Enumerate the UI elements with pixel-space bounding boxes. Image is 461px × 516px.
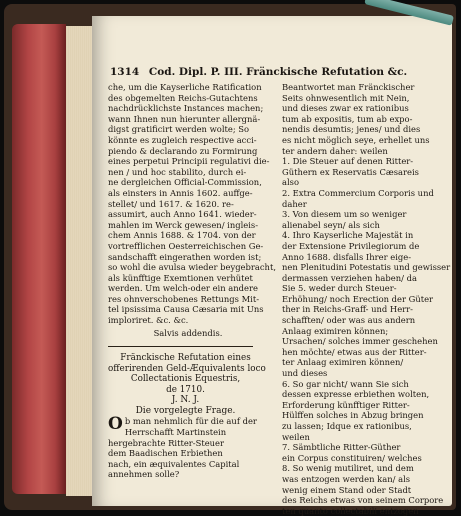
text-line: piendo & declarando zu Formirung: [108, 145, 258, 156]
text-line: chem Annis 1688. & 1704. von der: [108, 230, 256, 241]
page-stack: [66, 26, 94, 496]
text-line: ther in Reichs-Graff- und Herr-: [282, 304, 414, 315]
text-line: ne dergleichen Official-Commission,: [108, 177, 262, 188]
text-line: des Reichs etwas von seinem Corpore: [282, 495, 444, 506]
text-line: könnte es zugleich respective acci-: [108, 134, 257, 145]
text-line: 8. So wenig mutiliret, und dem: [282, 463, 414, 474]
question-line: hergebrachte Ritter-Steuer: [108, 437, 225, 448]
text-line: che, um die Kayserliche Ratification: [108, 82, 262, 92]
text-line: nendis desumtis; jenes/ und dies: [282, 124, 421, 135]
text-line: Ursachen/ solches immer geschehen: [282, 336, 438, 347]
text-line: vortrefflichen Oesterreichischen Ge-: [108, 240, 264, 251]
text-line: 7. Sämbtliche Ritter-Güther: [282, 442, 401, 453]
text-line: eines perpetui Principii regulativi die-: [108, 156, 270, 167]
text-line: weilen: [282, 431, 310, 442]
text-line: nen / und hoc stabilito, durch ei-: [108, 166, 247, 177]
text-line: res ohnverschobenes Rettungs Mit-: [108, 293, 260, 304]
section-title-line: offerirenden Geld-Æquivalents loco: [108, 363, 266, 374]
question-line: annehmen solle?: [108, 469, 180, 480]
question-line: nach, ein æquivalentes Capital: [108, 458, 240, 469]
text-line: ten quanto collectabili entzogen: [282, 505, 419, 516]
text-line: ter andern daher: weilen: [282, 145, 388, 156]
text-line: nachdrücklichste Instances machen;: [108, 103, 264, 114]
running-title: Cod. Dipl. P. III. Fränckische Refutation &c.: [148, 66, 408, 78]
question-block: [108, 416, 268, 480]
text-line: alienabel seyn/ als sich: [282, 219, 380, 230]
text-line: dessen expresse erbiethen wolten,: [282, 389, 430, 400]
text-line: nen Plenitudini Potestatis und gewisser: [282, 262, 451, 273]
divider-rule: [108, 346, 253, 347]
text-line: der Extensione Privilegiorum de: [282, 240, 420, 251]
text-line: des obgemelten Reichs-Gutachtens: [108, 92, 258, 103]
text-line: als einsters in Annis 1602. auffge-: [108, 187, 253, 198]
section-title-line: Fränckische Refutation eines: [120, 353, 251, 364]
section-title: [108, 353, 266, 395]
salvis-addendis: Salvis addendis.: [153, 327, 223, 338]
text-line: Beantwortet man Fränckischer: [282, 82, 415, 92]
text-line: werden. Um welch-oder ein andere: [108, 283, 258, 294]
text-line: was entzogen werden kan/ als: [282, 473, 411, 484]
text-line: schafften/ oder was aus andern: [282, 315, 416, 326]
text-line: und dieses zwar ex rationibus: [282, 103, 409, 114]
text-line: Erforderung künfftiger Ritter-: [282, 399, 410, 410]
text-line: Anno 1688. disfalls Ihrer eige-: [282, 251, 412, 262]
text-line: so wohl die avulsa wieder beygebracht,: [108, 262, 276, 273]
question-heading: Die vorgelegte Frage.: [135, 405, 236, 416]
text-line: Anlaag eximiren können;: [282, 325, 389, 336]
text-line: tum ab expositis, tum ab expo-: [282, 113, 413, 124]
text-line: daher: [282, 198, 307, 209]
text-line: sandschafft eingerathen worden ist;: [108, 251, 262, 262]
text-line: stellet/ und 1617. & 1620. re-: [108, 198, 234, 209]
text-line: assumirt, auch Anno 1641. wieder-: [108, 209, 257, 220]
text-line: 1. Die Steuer auf denen Ritter-: [282, 156, 414, 167]
text-line: imploriret. &c. &c.: [108, 315, 189, 326]
text-line: tel ipsissima Causa Cæsaria mit Uns: [108, 304, 264, 315]
section-title-line: Collectationis Equestris,: [130, 374, 241, 385]
text-line: also: [282, 177, 300, 188]
red-page-edge: [12, 24, 66, 494]
text-line: ter Anlaag eximiren können/: [282, 357, 404, 368]
text-line: dermassen verziehen haben/ da: [282, 272, 417, 283]
text-line: wenig einem Stand oder Stadt: [282, 484, 412, 495]
question-line: dem Baadischen Erbiethen: [108, 448, 223, 459]
text-line: digst gratificirt werden wolte; So: [108, 124, 250, 135]
text-line: mahlen im Werck gewesen/ ingleis-: [108, 219, 259, 230]
text-line: es nicht möglich seye, erhellet uns: [282, 134, 430, 145]
text-line: 3. Von diesem um so weniger: [282, 209, 407, 220]
text-line: hen möchte/ etwas aus der Ritter-: [282, 346, 427, 357]
question-line: Herrschafft Martinstein: [124, 427, 227, 438]
right-column: [282, 82, 451, 516]
text-line: Güthern ex Reservatis Cæsareis: [282, 166, 419, 177]
page-number: 1314: [110, 66, 140, 78]
section-title-line: de 1710.: [166, 384, 205, 395]
text-line: Sie 5. weder durch Steuer-: [282, 283, 397, 294]
text-line: ein Corpus constituiren/ welches: [282, 452, 422, 463]
text-line: und dieses: [282, 368, 328, 379]
question-text: [108, 416, 268, 480]
text-line: wann Ihnen nun hierunter allergnä-: [108, 113, 261, 124]
text-line: Hülffen solches in Abzug bringen: [282, 410, 424, 421]
text-line: 4. Ihro Kayserliche Majestät in: [282, 230, 414, 241]
text-line: Seits ohnwesentlich mit Nein,: [282, 92, 410, 103]
question-line: b man nehmlich für die auf der: [124, 416, 257, 427]
left-text-block: [108, 82, 276, 326]
text-line: Erhöhung/ noch Erection der Güter: [282, 293, 434, 304]
page-header: [110, 66, 450, 78]
drop-cap: O: [108, 414, 123, 435]
text-line: 2. Extra Commercium Corporis und: [282, 187, 434, 198]
right-text-block: [282, 82, 451, 516]
jnj-line: J. N. J.: [171, 395, 200, 406]
text-line: zu lassen; Idque ex rationibus,: [282, 421, 412, 431]
text-line: 6. So gar nicht/ wann Sie sich: [282, 378, 409, 389]
left-column: [108, 82, 276, 480]
text-line: als künfftige Exemtionen verhütet: [108, 272, 253, 283]
